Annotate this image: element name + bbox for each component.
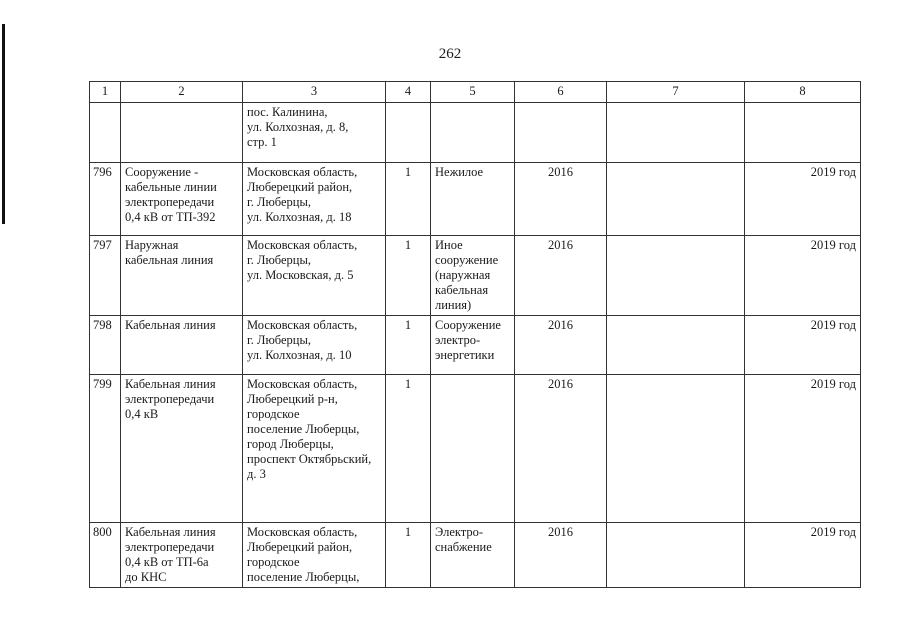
cell-purpose: Нежилое: [431, 163, 515, 236]
cell-column-7: [607, 316, 745, 375]
cell-number: 800: [90, 523, 121, 588]
cell-quantity: 1: [386, 523, 431, 588]
column-header: 8: [745, 82, 861, 103]
cell-purpose: [431, 375, 515, 523]
table-row: [90, 236, 861, 316]
cell-object-name: Наружная кабельная линия: [121, 236, 243, 316]
column-header: 4: [386, 82, 431, 103]
cell-quantity: 1: [386, 236, 431, 316]
cell-quantity: 1: [386, 316, 431, 375]
cell-quantity: [386, 103, 431, 163]
cell-quantity: 1: [386, 163, 431, 236]
table-row: [90, 103, 861, 163]
property-registry-table: [89, 81, 861, 588]
cell-column-7: [607, 523, 745, 588]
cell-purpose: Электро- снабжение: [431, 523, 515, 588]
cell-address: Московская область, г. Люберцы, ул. Колхозная, д. 10: [243, 316, 386, 375]
column-header: 6: [515, 82, 607, 103]
page-number: 262: [438, 46, 462, 62]
cell-year: [515, 103, 607, 163]
cell-number: 799: [90, 375, 121, 523]
cell-plan-year: 2019 год: [745, 163, 861, 236]
cell-object-name: Кабельная линия: [121, 316, 243, 375]
cell-address: Московская область, Люберецкий район, г. Люберцы, ул. Колхозная, д. 18: [243, 163, 386, 236]
table-row: [90, 163, 861, 236]
cell-year: 2016: [515, 236, 607, 316]
cell-address: Московская область, Люберецкий р-н, городское поселение Люберцы, город Люберцы, проспект Октябрьский, д. 3: [243, 375, 386, 523]
column-header: 2: [121, 82, 243, 103]
cell-object-name: Кабельная линия электропередачи 0,4 кВ: [121, 375, 243, 523]
cell-column-7: [607, 375, 745, 523]
cell-number: 797: [90, 236, 121, 316]
cell-purpose: Сооружение электро- энергетики: [431, 316, 515, 375]
cell-plan-year: [745, 103, 861, 163]
header-row: [90, 82, 861, 103]
cell-number: [90, 103, 121, 163]
cell-number: 798: [90, 316, 121, 375]
cell-quantity: 1: [386, 375, 431, 523]
cell-number: 796: [90, 163, 121, 236]
cell-plan-year: 2019 год: [745, 316, 861, 375]
cell-object-name: Кабельная линия электропередачи 0,4 кВ от ТП-6а до КНС: [121, 523, 243, 588]
cell-year: 2016: [515, 163, 607, 236]
column-header: 5: [431, 82, 515, 103]
cell-object-name: Сооружение - кабельные линии электропередачи 0,4 кВ от ТП-392: [121, 163, 243, 236]
cell-column-7: [607, 103, 745, 163]
cell-purpose: [431, 103, 515, 163]
column-header: 7: [607, 82, 745, 103]
cell-year: 2016: [515, 523, 607, 588]
cell-year: 2016: [515, 375, 607, 523]
cell-plan-year: 2019 год: [745, 236, 861, 316]
cell-column-7: [607, 163, 745, 236]
table-row: [90, 523, 861, 588]
cell-address: пос. Калинина, ул. Колхозная, д. 8, стр. 1: [243, 103, 386, 163]
table-row: [90, 375, 861, 523]
cell-year: 2016: [515, 316, 607, 375]
cell-address: Московская область, г. Люберцы, ул. Московская, д. 5: [243, 236, 386, 316]
cell-purpose: Иное сооружение (наружная кабельная линия): [431, 236, 515, 316]
column-header: 3: [243, 82, 386, 103]
column-header: 1: [90, 82, 121, 103]
cell-address: Московская область, Люберецкий район, городское поселение Люберцы,: [243, 523, 386, 588]
cell-plan-year: 2019 год: [745, 375, 861, 523]
cell-column-7: [607, 236, 745, 316]
cell-object-name: [121, 103, 243, 163]
table-row: [90, 316, 861, 375]
cell-plan-year: 2019 год: [745, 523, 861, 588]
